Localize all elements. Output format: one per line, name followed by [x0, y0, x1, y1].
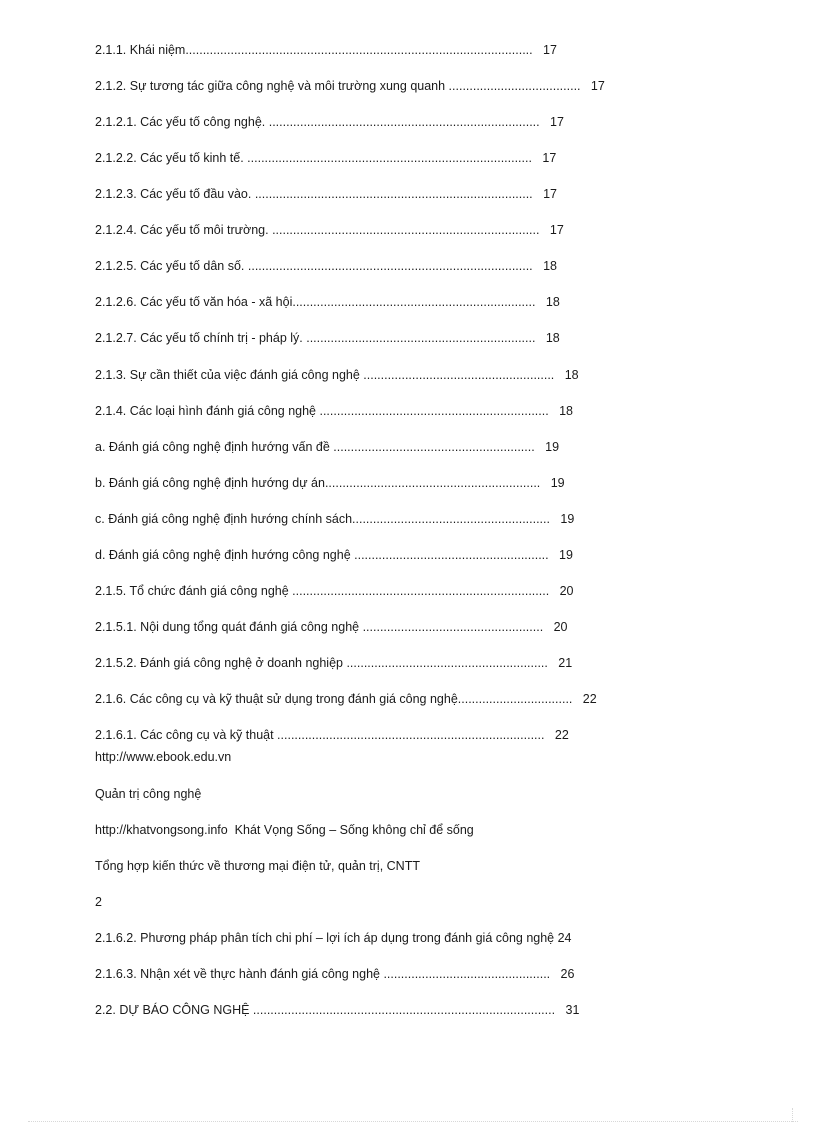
toc-line-2-1-2-4: 2.1.2.4. Các yếu tố môi trường. ............................................................................. 17 [95, 223, 564, 237]
toc-line-2-1-2-5: 2.1.2.5. Các yếu tố dân số. .................................................................................. 18 [95, 259, 557, 273]
footer-topics: Tổng hợp kiến thức về thương mại điện tử, quản trị, CNTT [95, 859, 420, 873]
footer-site-line: http://khatvongsong.info Khát Vọng Sống – Sống không chỉ để sống [95, 823, 474, 837]
toc-line-2-1-2: 2.1.2. Sự tương tác giữa công nghệ và môi trường xung quanh ...................................... 17 [95, 79, 605, 93]
toc-line-2-1-6-1: 2.1.6.1. Các công cụ và kỹ thuật ............................................................................. 22 [95, 728, 569, 742]
toc-line-2-2: 2.2. DỰ BÁO CÔNG NGHỆ ....................................................................................... 31 [95, 1003, 580, 1017]
page-right-edge [792, 1108, 793, 1122]
footer-url: http://www.ebook.edu.vn [95, 750, 232, 764]
page-number: 2 [95, 895, 102, 909]
toc-line-2-1-5: 2.1.5. Tổ chức đánh giá công nghệ .......................................................................... 20 [95, 584, 574, 598]
toc-line-2-1-4: 2.1.4. Các loại hình đánh giá công nghệ .................................................................. 18 [95, 404, 574, 418]
toc-line-2-1-2-2: 2.1.2.2. Các yếu tố kinh tế. .................................................................................. 17 [95, 151, 557, 165]
toc-line-2-1-2-1: 2.1.2.1. Các yếu tố công nghệ. .............................................................................. 17 [95, 115, 564, 129]
toc-line-2-1-6: 2.1.6. Các công cụ và kỹ thuật sử dụng trong đánh giá công nghệ................................. 22 [95, 692, 597, 706]
toc-line-a: a. Đánh giá công nghệ định hướng vấn đề .......................................................... 19 [95, 440, 560, 454]
toc-line-b: b. Đánh giá công nghệ định hướng dự án.............................................................. 19 [95, 476, 565, 490]
toc-line-2-1-3: 2.1.3. Sự cần thiết của việc đánh giá công nghệ ....................................................... 18 [95, 368, 579, 382]
footer-book-title: Quản trị công nghệ [95, 787, 202, 801]
toc-line-2-1-2-3: 2.1.2.3. Các yếu tố đầu vào. ................................................................................ 17 [95, 187, 557, 201]
toc-line-2-1-2-6: 2.1.2.6. Các yếu tố văn hóa - xã hội...................................................................... 18 [95, 295, 560, 309]
toc-line-c: c. Đánh giá công nghệ định hướng chính sách......................................................... 19 [95, 512, 575, 526]
toc-line-2-1-5-1: 2.1.5.1. Nội dung tổng quát đánh giá công nghệ .................................................... 20 [95, 620, 568, 634]
toc-line-2-1-5-2: 2.1.5.2. Đánh giá công nghệ ở doanh nghiệp .......................................................... 21 [95, 656, 573, 670]
toc-line-2-1-6-3: 2.1.6.3. Nhận xét về thực hành đánh giá công nghệ ................................................ 26 [95, 967, 575, 981]
toc-line-d: d. Đánh giá công nghệ định hướng công nghệ ........................................................ 19 [95, 548, 573, 562]
toc-line-2-1-1: 2.1.1. Khái niệm.................................................................................................... 17 [95, 43, 557, 57]
toc-line-2-1-2-7: 2.1.2.7. Các yếu tố chính trị - pháp lý. .................................................................. 18 [95, 331, 560, 345]
page-bottom-edge [28, 1121, 798, 1122]
toc-line-2-1-6-2: 2.1.6.2. Phương pháp phân tích chi phí – lợi ích áp dụng trong đánh giá công nghệ 24 [95, 931, 572, 945]
